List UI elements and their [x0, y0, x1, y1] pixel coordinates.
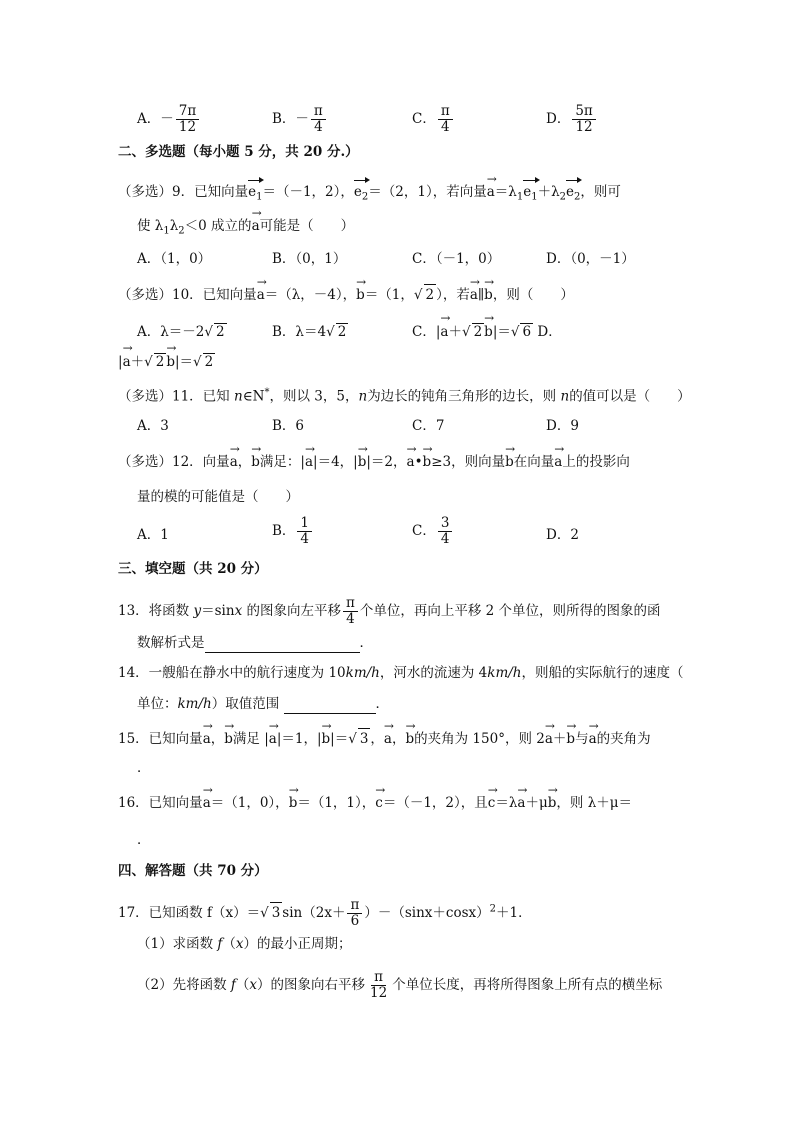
- q12-stem: （多选）12．向量→ a，→ b满足：|→ a|＝4，|→ b|＝2，→ a•→ b≥3，则向量→ b在向量→ a上的投影向: [118, 452, 630, 472]
- q13-stem-line2: 数解析式是 ．: [137, 635, 373, 651]
- q11-stem: （多选）11．已知 n∈N*，则以 3，5，n为边长的钝角三角形的边长，则 n的值可以是（ ）: [118, 387, 691, 405]
- fraction: $\frac{1}{4}$: [297, 516, 312, 547]
- q12-option-b[interactable]: B． $\frac{1}{4}$: [272, 516, 314, 547]
- q16-stem-line2: ．: [137, 832, 151, 848]
- q12-option-d[interactable]: D．2: [546, 527, 579, 543]
- q11-option-a[interactable]: A．3: [137, 418, 169, 434]
- q11-option-b[interactable]: B．6: [272, 418, 305, 434]
- q17-part1: （1）求函数 f（x）的最小正周期；: [137, 936, 352, 952]
- q9-option-a[interactable]: A．（1，0）: [137, 251, 212, 267]
- fraction: $\frac{\pi}{4}$: [438, 104, 453, 135]
- q8-option-a[interactable]: A．－ $\frac{7\pi}{12}$: [137, 104, 201, 135]
- q10-option-d[interactable]: |→ a＋√ 2→ b|＝√ 2: [118, 350, 215, 370]
- q17-part2: （2）先将函数 f（x）的图象向右平移 $\frac{\pi}{12}$ 个单位长度，再将所得图象上所有点的横坐标: [137, 969, 663, 1001]
- section-heading-solutions: 四、解答题（共 70 分）: [118, 863, 268, 879]
- q10-option-a[interactable]: A．λ＝－2√ 2: [137, 320, 227, 340]
- q10-option-b[interactable]: B．λ＝4√ 2: [272, 320, 348, 340]
- fraction: $\frac{3}{4}$: [438, 516, 453, 547]
- q9-stem: （多选）9．已知向量$e_1=(-1$，2），$e_2=(2$，1），若向量→ $a=\lambda_1e_1+\lambda_2e_2$，则可: [118, 180, 621, 208]
- q8-option-b[interactable]: B．－ $\frac{\pi}{4}$: [272, 104, 328, 135]
- q17-stem: 17．已知函数 f（x）＝√ 3 sin（2x＋ $\frac{\pi}{6}$ ）$-(\sin x+\cos x)^2+1$．: [118, 898, 532, 929]
- answer-blank[interactable]: [205, 636, 360, 653]
- section-heading-fill-in: 三、填空题（共 20 分）: [118, 561, 268, 577]
- q8-option-d[interactable]: D． $\frac{5\pi}{12}$: [546, 104, 598, 135]
- q13-stem: 13．将函数 y＝sinx 的图象向左平移 $\frac{\pi}{4}$ 个单位，再向上平移 2 个单位，则所得的图象的函: [118, 595, 661, 627]
- q9-option-c[interactable]: C．（－1，0）: [412, 251, 501, 267]
- fraction: $\frac{\pi}{4}$: [311, 104, 326, 135]
- fraction: $\frac{\pi}{12}$: [370, 969, 388, 1001]
- fraction: $\frac{7\pi}{12}$: [176, 104, 199, 135]
- q16-stem: 16．已知向量→ a＝（1，0），→ b＝（1，1），→ c＝（－1，2），且→ c＝λ→ a＋μ→ b，则 λ＋μ＝: [118, 793, 632, 813]
- q15-stem-line2: ．: [137, 760, 151, 776]
- q9-option-b[interactable]: B．（0，1）: [272, 251, 347, 267]
- fraction: $\frac{\pi}{4}$: [343, 596, 358, 627]
- fraction: $\frac{5\pi}{12}$: [572, 104, 595, 135]
- fraction: $\frac{\pi}{6}$: [347, 898, 362, 929]
- q14-stem: 14．一艘船在静水中的航行速度为 10km/h，河水的流速为 4km/h，则船的实际航行的速度（: [118, 665, 684, 681]
- q12-option-c[interactable]: C． $\frac{3}{4}$: [412, 516, 454, 547]
- q14-stem-line2: 单位：km/h）取值范围 ．: [137, 696, 390, 712]
- q10-stem: （多选）10．已知向量→ a＝（λ，－4），→ b＝（1，√ 2 ），若→ a∥→ b，则（ ）: [118, 284, 574, 305]
- q9-option-d[interactable]: D．（0，－1）: [546, 251, 635, 267]
- q10-option-c[interactable]: C．|→ a＋√ 2→ b|＝√ 6 D．: [412, 320, 562, 340]
- q11-option-d[interactable]: D．9: [546, 418, 579, 434]
- q12-stem-line2: 量的模的可能值是（ ）: [137, 489, 299, 505]
- q12-option-a[interactable]: A．1: [137, 527, 169, 543]
- answer-blank[interactable]: [284, 697, 376, 714]
- section-heading-multiple-choice: 二、多选题（每小题 5 分，共 20 分.）: [118, 144, 359, 160]
- q11-option-c[interactable]: C．7: [412, 418, 445, 434]
- q8-option-c[interactable]: C． $\frac{\pi}{4}$: [412, 104, 455, 135]
- q9-stem-line2: 使 $\lambda_1\lambda_2<0$ 成立的→ a可能是（ ）: [137, 216, 354, 242]
- q15-stem: 15．已知向量→ a，→ b满足 |→ a|＝1，|→ b|＝√ 3 ，→ a，→ b的夹角为 150°，则 2→ a＋→ b与→ a的夹角为: [118, 728, 651, 749]
